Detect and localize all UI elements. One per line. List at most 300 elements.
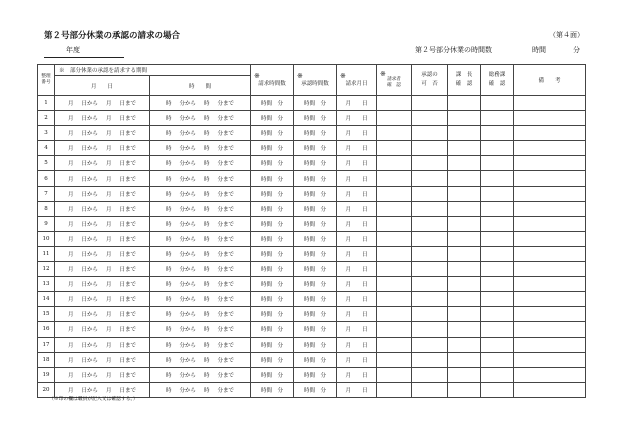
day-from: 日から — [81, 101, 98, 108]
minute-from: 分から — [179, 161, 196, 168]
day-from: 日から — [81, 267, 98, 274]
hour-to: 時 — [204, 297, 210, 304]
request-date-cell[interactable]: 月 日 — [337, 141, 377, 156]
hr-dept-cell[interactable] — [481, 141, 514, 156]
month-day-cell[interactable] — [55, 292, 150, 307]
requested-hours-cell[interactable]: 時間 分 — [251, 262, 294, 277]
requested-hours-cell[interactable]: 時間 分 — [251, 246, 294, 261]
request-date-cell[interactable]: 月 日 — [337, 367, 377, 382]
month-from: 月 — [67, 372, 74, 379]
row-number: 8 — [38, 201, 55, 216]
month-to: 月 — [106, 101, 112, 108]
requester-confirm-cell[interactable] — [377, 352, 412, 367]
minute-to: 分まで — [217, 312, 235, 319]
remarks-cell[interactable] — [514, 322, 586, 337]
requested-hours-cell[interactable]: 時間 分 — [251, 111, 294, 126]
time-cell[interactable] — [150, 231, 251, 246]
hour-from: 時 — [165, 191, 172, 198]
section-chief-cell[interactable] — [448, 322, 481, 337]
month-to: 月 — [106, 221, 112, 228]
approved-hours-cell[interactable]: 時間 分 — [294, 246, 337, 261]
month-to: 月 — [106, 236, 112, 243]
hour-to: 時 — [204, 387, 210, 394]
request-date-cell[interactable]: 月 日 — [337, 277, 377, 292]
hr-dept-cell[interactable] — [481, 201, 514, 216]
remarks-cell[interactable] — [514, 186, 586, 201]
approved-hours-cell[interactable]: 時間 分 — [294, 307, 337, 322]
time-cell[interactable] — [150, 96, 251, 111]
remarks-cell[interactable] — [514, 156, 586, 171]
section-chief-cell[interactable] — [448, 337, 481, 352]
minute-to: 分まで — [217, 101, 235, 108]
requester-confirm-cell[interactable] — [377, 96, 412, 111]
table-row — [38, 186, 586, 201]
hr-dept-cell[interactable] — [481, 382, 514, 397]
remarks-cell[interactable] — [514, 277, 586, 292]
approved-hours-cell[interactable]: 時間 分 — [294, 186, 337, 201]
month-to: 月 — [106, 146, 112, 153]
request-table — [37, 64, 586, 398]
minute-from: 分から — [179, 221, 196, 228]
day-from: 日から — [81, 221, 98, 228]
request-date-cell[interactable]: 月 日 — [337, 246, 377, 261]
table-row — [38, 352, 586, 367]
approved-hours-cell[interactable]: 時間 分 — [294, 367, 337, 382]
requester-confirm-cell[interactable] — [377, 186, 412, 201]
hr-dept-cell[interactable] — [481, 126, 514, 141]
hour-to: 時 — [204, 116, 210, 123]
requested-hours-cell[interactable]: 時間 分 — [251, 277, 294, 292]
month-day-cell[interactable] — [55, 186, 150, 201]
hour-to: 時 — [204, 236, 210, 243]
day-to: 日まで — [119, 161, 137, 168]
approved-hours-cell[interactable]: 時間 分 — [294, 231, 337, 246]
section-chief-cell[interactable] — [448, 186, 481, 201]
table-row — [38, 126, 586, 141]
time-cell[interactable] — [150, 352, 251, 367]
row-number: 16 — [38, 322, 55, 337]
minute-to: 分まで — [217, 372, 235, 379]
requester-confirm-cell[interactable] — [377, 337, 412, 352]
requester-confirm-cell[interactable] — [377, 171, 412, 186]
request-date-cell[interactable]: 月 日 — [337, 111, 377, 126]
time-cell[interactable] — [150, 277, 251, 292]
request-date-cell[interactable]: 月 日 — [337, 231, 377, 246]
section-chief-cell[interactable] — [448, 367, 481, 382]
month-to: 月 — [106, 116, 112, 123]
approval-cell[interactable] — [412, 96, 448, 111]
time-cell[interactable] — [150, 337, 251, 352]
time-cell[interactable] — [150, 382, 251, 397]
approval-cell[interactable] — [412, 231, 448, 246]
table-row — [38, 337, 586, 352]
time-cell[interactable] — [150, 156, 251, 171]
hr-dept-cell[interactable] — [481, 216, 514, 231]
request-date-cell[interactable]: 月 日 — [337, 186, 377, 201]
time-cell[interactable] — [150, 246, 251, 261]
requested-hours-cell[interactable]: 時間 分 — [251, 96, 294, 111]
requested-hours-cell[interactable]: 時間 分 — [251, 337, 294, 352]
requester-confirm-cell[interactable] — [377, 141, 412, 156]
approved-hours-cell[interactable]: 時間 分 — [294, 262, 337, 277]
month-from: 月 — [67, 236, 74, 243]
month-day-cell[interactable] — [55, 231, 150, 246]
requested-hours-cell[interactable]: 時間 分 — [251, 126, 294, 141]
day-from: 日から — [81, 312, 98, 319]
minute-to: 分まで — [217, 342, 235, 349]
requester-confirm-cell[interactable] — [377, 126, 412, 141]
section-chief-cell[interactable] — [448, 246, 481, 261]
approval-cell[interactable] — [412, 382, 448, 397]
day-from: 日から — [81, 387, 98, 394]
hr-dept-cell[interactable] — [481, 262, 514, 277]
requested-hours-cell[interactable]: 時間 分 — [251, 382, 294, 397]
requester-confirm-cell[interactable] — [377, 382, 412, 397]
requested-hours-cell[interactable]: 時間 分 — [251, 231, 294, 246]
row-number: 10 — [38, 231, 55, 246]
time-cell[interactable] — [150, 322, 251, 337]
minute-to: 分まで — [217, 251, 235, 258]
requester-confirm-cell[interactable] — [377, 246, 412, 261]
approval-cell[interactable] — [412, 277, 448, 292]
requested-hours-cell[interactable]: 時間 分 — [251, 171, 294, 186]
row-number: 12 — [38, 262, 55, 277]
month-day-cell[interactable] — [55, 141, 150, 156]
approved-hours-cell[interactable]: 時間 分 — [294, 277, 337, 292]
remarks-cell[interactable] — [514, 111, 586, 126]
remarks-cell[interactable] — [514, 216, 586, 231]
day-to: 日まで — [119, 342, 137, 349]
section-chief-cell[interactable] — [448, 126, 481, 141]
requested-hours-cell[interactable]: 時間 分 — [251, 307, 294, 322]
section-chief-cell[interactable] — [448, 96, 481, 111]
section-chief-cell[interactable] — [448, 277, 481, 292]
hr-dept-cell[interactable] — [481, 367, 514, 382]
minute-to: 分まで — [217, 191, 235, 198]
minute-to: 分まで — [217, 221, 235, 228]
minute-from: 分から — [179, 236, 196, 243]
minute-from: 分から — [179, 146, 196, 153]
request-date-cell[interactable]: 月 日 — [337, 126, 377, 141]
section-chief-cell[interactable] — [448, 171, 481, 186]
requester-confirm-cell[interactable] — [377, 216, 412, 231]
remarks-cell[interactable] — [514, 126, 586, 141]
remarks-cell[interactable] — [514, 141, 586, 156]
month-day-cell[interactable] — [55, 126, 150, 141]
remarks-cell[interactable] — [514, 246, 586, 261]
remarks-cell[interactable] — [514, 292, 586, 307]
time-cell[interactable] — [150, 141, 251, 156]
remarks-cell[interactable] — [514, 201, 586, 216]
hour-to: 時 — [204, 191, 210, 198]
table-row — [38, 277, 586, 292]
row-number: 13 — [38, 277, 55, 292]
month-day-cell[interactable] — [55, 96, 150, 111]
approved-hours-cell[interactable]: 時間 分 — [294, 171, 337, 186]
request-date-cell[interactable]: 月 日 — [337, 337, 377, 352]
month-day-cell[interactable] — [55, 171, 150, 186]
approved-hours-cell[interactable]: 時間 分 — [294, 322, 337, 337]
approval-cell[interactable] — [412, 156, 448, 171]
requested-hours-cell[interactable]: 時間 分 — [251, 186, 294, 201]
requester-confirm-cell[interactable] — [377, 277, 412, 292]
requester-confirm-cell[interactable] — [377, 111, 412, 126]
month-to: 月 — [106, 327, 112, 334]
requested-hours-cell[interactable]: 時間 分 — [251, 141, 294, 156]
day-from: 日から — [81, 342, 98, 349]
hour-from: 時 — [165, 267, 172, 274]
month-day-cell[interactable] — [55, 246, 150, 261]
section-chief-cell[interactable] — [448, 156, 481, 171]
section-chief-cell[interactable] — [448, 111, 481, 126]
hour-from: 時 — [165, 251, 172, 258]
minute-from: 分から — [179, 206, 196, 213]
minute-from: 分から — [179, 116, 196, 123]
request-date-cell[interactable]: 月 日 — [337, 216, 377, 231]
month-from: 月 — [67, 116, 74, 123]
month-day-cell[interactable] — [55, 216, 150, 231]
requested-hours-cell[interactable]: 時間 分 — [251, 292, 294, 307]
day-to: 日まで — [119, 176, 137, 183]
hr-dept-cell[interactable] — [481, 231, 514, 246]
approved-hours-cell[interactable]: 時間 分 — [294, 337, 337, 352]
hour-from: 時 — [165, 297, 172, 304]
requested-hours-cell[interactable]: 時間 分 — [251, 322, 294, 337]
requester-confirm-cell[interactable] — [377, 367, 412, 382]
minute-from: 分から — [179, 342, 196, 349]
month-day-cell[interactable] — [55, 307, 150, 322]
hr-dept-cell[interactable] — [481, 292, 514, 307]
header-section-chief: 課 長 確 認 — [448, 65, 481, 96]
request-date-cell[interactable]: 月 日 — [337, 156, 377, 171]
month-from: 月 — [67, 282, 74, 289]
table-row — [38, 367, 586, 382]
month-day-cell[interactable] — [55, 352, 150, 367]
month-from: 月 — [67, 161, 74, 168]
requested-hours-cell[interactable]: 時間 分 — [251, 201, 294, 216]
request-date-cell[interactable]: 月 日 — [337, 307, 377, 322]
row-number: 20 — [38, 382, 55, 397]
hour-to: 時 — [204, 101, 210, 108]
month-day-cell[interactable] — [55, 111, 150, 126]
hour-from: 時 — [165, 372, 172, 379]
approval-cell[interactable] — [412, 216, 448, 231]
month-to: 月 — [106, 176, 112, 183]
hr-dept-cell[interactable] — [481, 96, 514, 111]
approval-cell[interactable] — [412, 111, 448, 126]
hr-dept-cell[interactable] — [481, 352, 514, 367]
approval-cell[interactable] — [412, 262, 448, 277]
time-cell[interactable] — [150, 111, 251, 126]
section-chief-cell[interactable] — [448, 352, 481, 367]
approval-cell[interactable] — [412, 126, 448, 141]
approved-hours-cell[interactable]: 時間 分 — [294, 156, 337, 171]
requester-confirm-cell[interactable] — [377, 231, 412, 246]
hour-from: 時 — [165, 161, 172, 168]
header-time: 時 間 — [150, 76, 251, 96]
approval-cell[interactable] — [412, 141, 448, 156]
time-cell[interactable] — [150, 307, 251, 322]
section-chief-cell[interactable] — [448, 262, 481, 277]
requester-confirm-cell[interactable] — [377, 322, 412, 337]
header-requester-confirm: ※ 請求者 確 認 — [377, 65, 412, 96]
remarks-cell[interactable] — [514, 231, 586, 246]
month-day-cell[interactable] — [55, 367, 150, 382]
minute-from: 分から — [179, 282, 196, 289]
remarks-cell[interactable] — [514, 337, 586, 352]
remarks-cell[interactable] — [514, 96, 586, 111]
approval-cell[interactable] — [412, 352, 448, 367]
requester-confirm-cell[interactable] — [377, 307, 412, 322]
approved-hours-cell[interactable]: 時間 分 — [294, 126, 337, 141]
row-number: 18 — [38, 352, 55, 367]
day-from: 日から — [81, 191, 98, 198]
month-day-cell[interactable] — [55, 201, 150, 216]
month-day-cell[interactable] — [55, 156, 150, 171]
minute-from: 分から — [179, 372, 196, 379]
month-from: 月 — [67, 101, 74, 108]
header-remarks: 備 考 — [514, 65, 586, 96]
approval-cell[interactable] — [412, 307, 448, 322]
approval-cell[interactable] — [412, 186, 448, 201]
approval-cell[interactable] — [412, 292, 448, 307]
minute-to: 分まで — [217, 297, 235, 304]
section-chief-cell[interactable] — [448, 216, 481, 231]
approval-cell[interactable] — [412, 171, 448, 186]
remarks-cell[interactable] — [514, 352, 586, 367]
month-to: 月 — [106, 191, 112, 198]
approval-cell[interactable] — [412, 322, 448, 337]
year-field-line[interactable] — [44, 47, 124, 58]
month-from: 月 — [67, 206, 74, 213]
requester-confirm-cell[interactable] — [377, 156, 412, 171]
approved-hours-cell[interactable]: 時間 分 — [294, 382, 337, 397]
minute-from: 分から — [179, 176, 196, 183]
month-day-cell[interactable] — [55, 262, 150, 277]
hour-to: 時 — [204, 251, 210, 258]
minute-to: 分まで — [217, 161, 235, 168]
request-date-cell[interactable]: 月 日 — [337, 171, 377, 186]
requester-confirm-cell[interactable] — [377, 292, 412, 307]
requester-confirm-cell[interactable] — [377, 201, 412, 216]
approved-hours-cell[interactable]: 時間 分 — [294, 292, 337, 307]
hr-dept-cell[interactable] — [481, 322, 514, 337]
month-to: 月 — [106, 282, 112, 289]
hr-dept-cell[interactable] — [481, 186, 514, 201]
day-from: 日から — [81, 131, 98, 138]
requester-confirm-cell[interactable] — [377, 262, 412, 277]
requested-hours-cell[interactable]: 時間 分 — [251, 216, 294, 231]
approved-hours-cell[interactable]: 時間 分 — [294, 96, 337, 111]
table-row — [38, 246, 586, 261]
hr-dept-cell[interactable] — [481, 337, 514, 352]
request-date-cell[interactable]: 月 日 — [337, 262, 377, 277]
hour-to: 時 — [204, 267, 210, 274]
header-requested-hours: ※ 請求時間数 — [251, 65, 294, 96]
request-date-cell[interactable]: 月 日 — [337, 382, 377, 397]
hour-to: 時 — [204, 327, 210, 334]
month-day-cell[interactable] — [55, 322, 150, 337]
approval-cell[interactable] — [412, 337, 448, 352]
section-chief-cell[interactable] — [448, 231, 481, 246]
approval-cell[interactable] — [412, 201, 448, 216]
month-day-cell[interactable] — [55, 277, 150, 292]
approved-hours-cell[interactable]: 時間 分 — [294, 141, 337, 156]
section-chief-cell[interactable] — [448, 141, 481, 156]
table-row — [38, 156, 586, 171]
month-from: 月 — [67, 327, 74, 334]
time-cell[interactable] — [150, 186, 251, 201]
requested-hours-cell[interactable]: 時間 分 — [251, 352, 294, 367]
month-to: 月 — [106, 297, 112, 304]
table-row — [38, 111, 586, 126]
request-date-cell[interactable]: 月 日 — [337, 352, 377, 367]
day-to: 日まで — [119, 372, 137, 379]
minute-to: 分まで — [217, 267, 235, 274]
remarks-cell[interactable] — [514, 382, 586, 397]
approved-hours-cell[interactable]: 時間 分 — [294, 352, 337, 367]
section-chief-cell[interactable] — [448, 201, 481, 216]
section-chief-cell[interactable] — [448, 382, 481, 397]
request-date-cell[interactable]: 月 日 — [337, 201, 377, 216]
approved-hours-cell[interactable]: 時間 分 — [294, 201, 337, 216]
time-cell[interactable] — [150, 201, 251, 216]
day-from: 日から — [81, 236, 98, 243]
approval-cell[interactable] — [412, 246, 448, 261]
hour-from: 時 — [165, 312, 172, 319]
hr-dept-cell[interactable] — [481, 111, 514, 126]
month-day-cell[interactable] — [55, 337, 150, 352]
request-date-cell[interactable]: 月 日 — [337, 292, 377, 307]
approved-hours-cell[interactable]: 時間 分 — [294, 111, 337, 126]
remarks-cell[interactable] — [514, 367, 586, 382]
hour-to: 時 — [204, 131, 210, 138]
remarks-cell[interactable] — [514, 262, 586, 277]
approved-hours-cell[interactable]: 時間 分 — [294, 216, 337, 231]
time-cell[interactable] — [150, 171, 251, 186]
hr-dept-cell[interactable] — [481, 171, 514, 186]
request-date-cell[interactable]: 月 日 — [337, 322, 377, 337]
header-month-day: 月 日 — [55, 76, 150, 96]
hour-to: 時 — [204, 282, 210, 289]
header-request-date: ※ 請求月日 — [337, 65, 377, 96]
time-cell[interactable] — [150, 292, 251, 307]
section-chief-cell[interactable] — [448, 307, 481, 322]
remarks-cell[interactable] — [514, 307, 586, 322]
approval-cell[interactable] — [412, 367, 448, 382]
time-cell[interactable] — [150, 126, 251, 141]
hr-dept-cell[interactable] — [481, 277, 514, 292]
month-from: 月 — [67, 387, 74, 394]
footnote: （※印の欄は職員が記入又は確認する。） — [49, 397, 138, 402]
hr-dept-cell[interactable] — [481, 307, 514, 322]
minute-to: 分まで — [217, 387, 235, 394]
time-cell[interactable] — [150, 216, 251, 231]
request-date-cell[interactable]: 月 日 — [337, 96, 377, 111]
minute-to: 分まで — [217, 357, 235, 364]
section-chief-cell[interactable] — [448, 292, 481, 307]
hr-dept-cell[interactable] — [481, 156, 514, 171]
hr-dept-cell[interactable] — [481, 246, 514, 261]
requested-hours-cell[interactable]: 時間 分 — [251, 367, 294, 382]
month-from: 月 — [67, 191, 74, 198]
requested-hours-cell[interactable]: 時間 分 — [251, 156, 294, 171]
remarks-cell[interactable] — [514, 171, 586, 186]
row-number: 17 — [38, 337, 55, 352]
time-cell[interactable] — [150, 262, 251, 277]
month-to: 月 — [106, 312, 112, 319]
time-cell[interactable] — [150, 367, 251, 382]
